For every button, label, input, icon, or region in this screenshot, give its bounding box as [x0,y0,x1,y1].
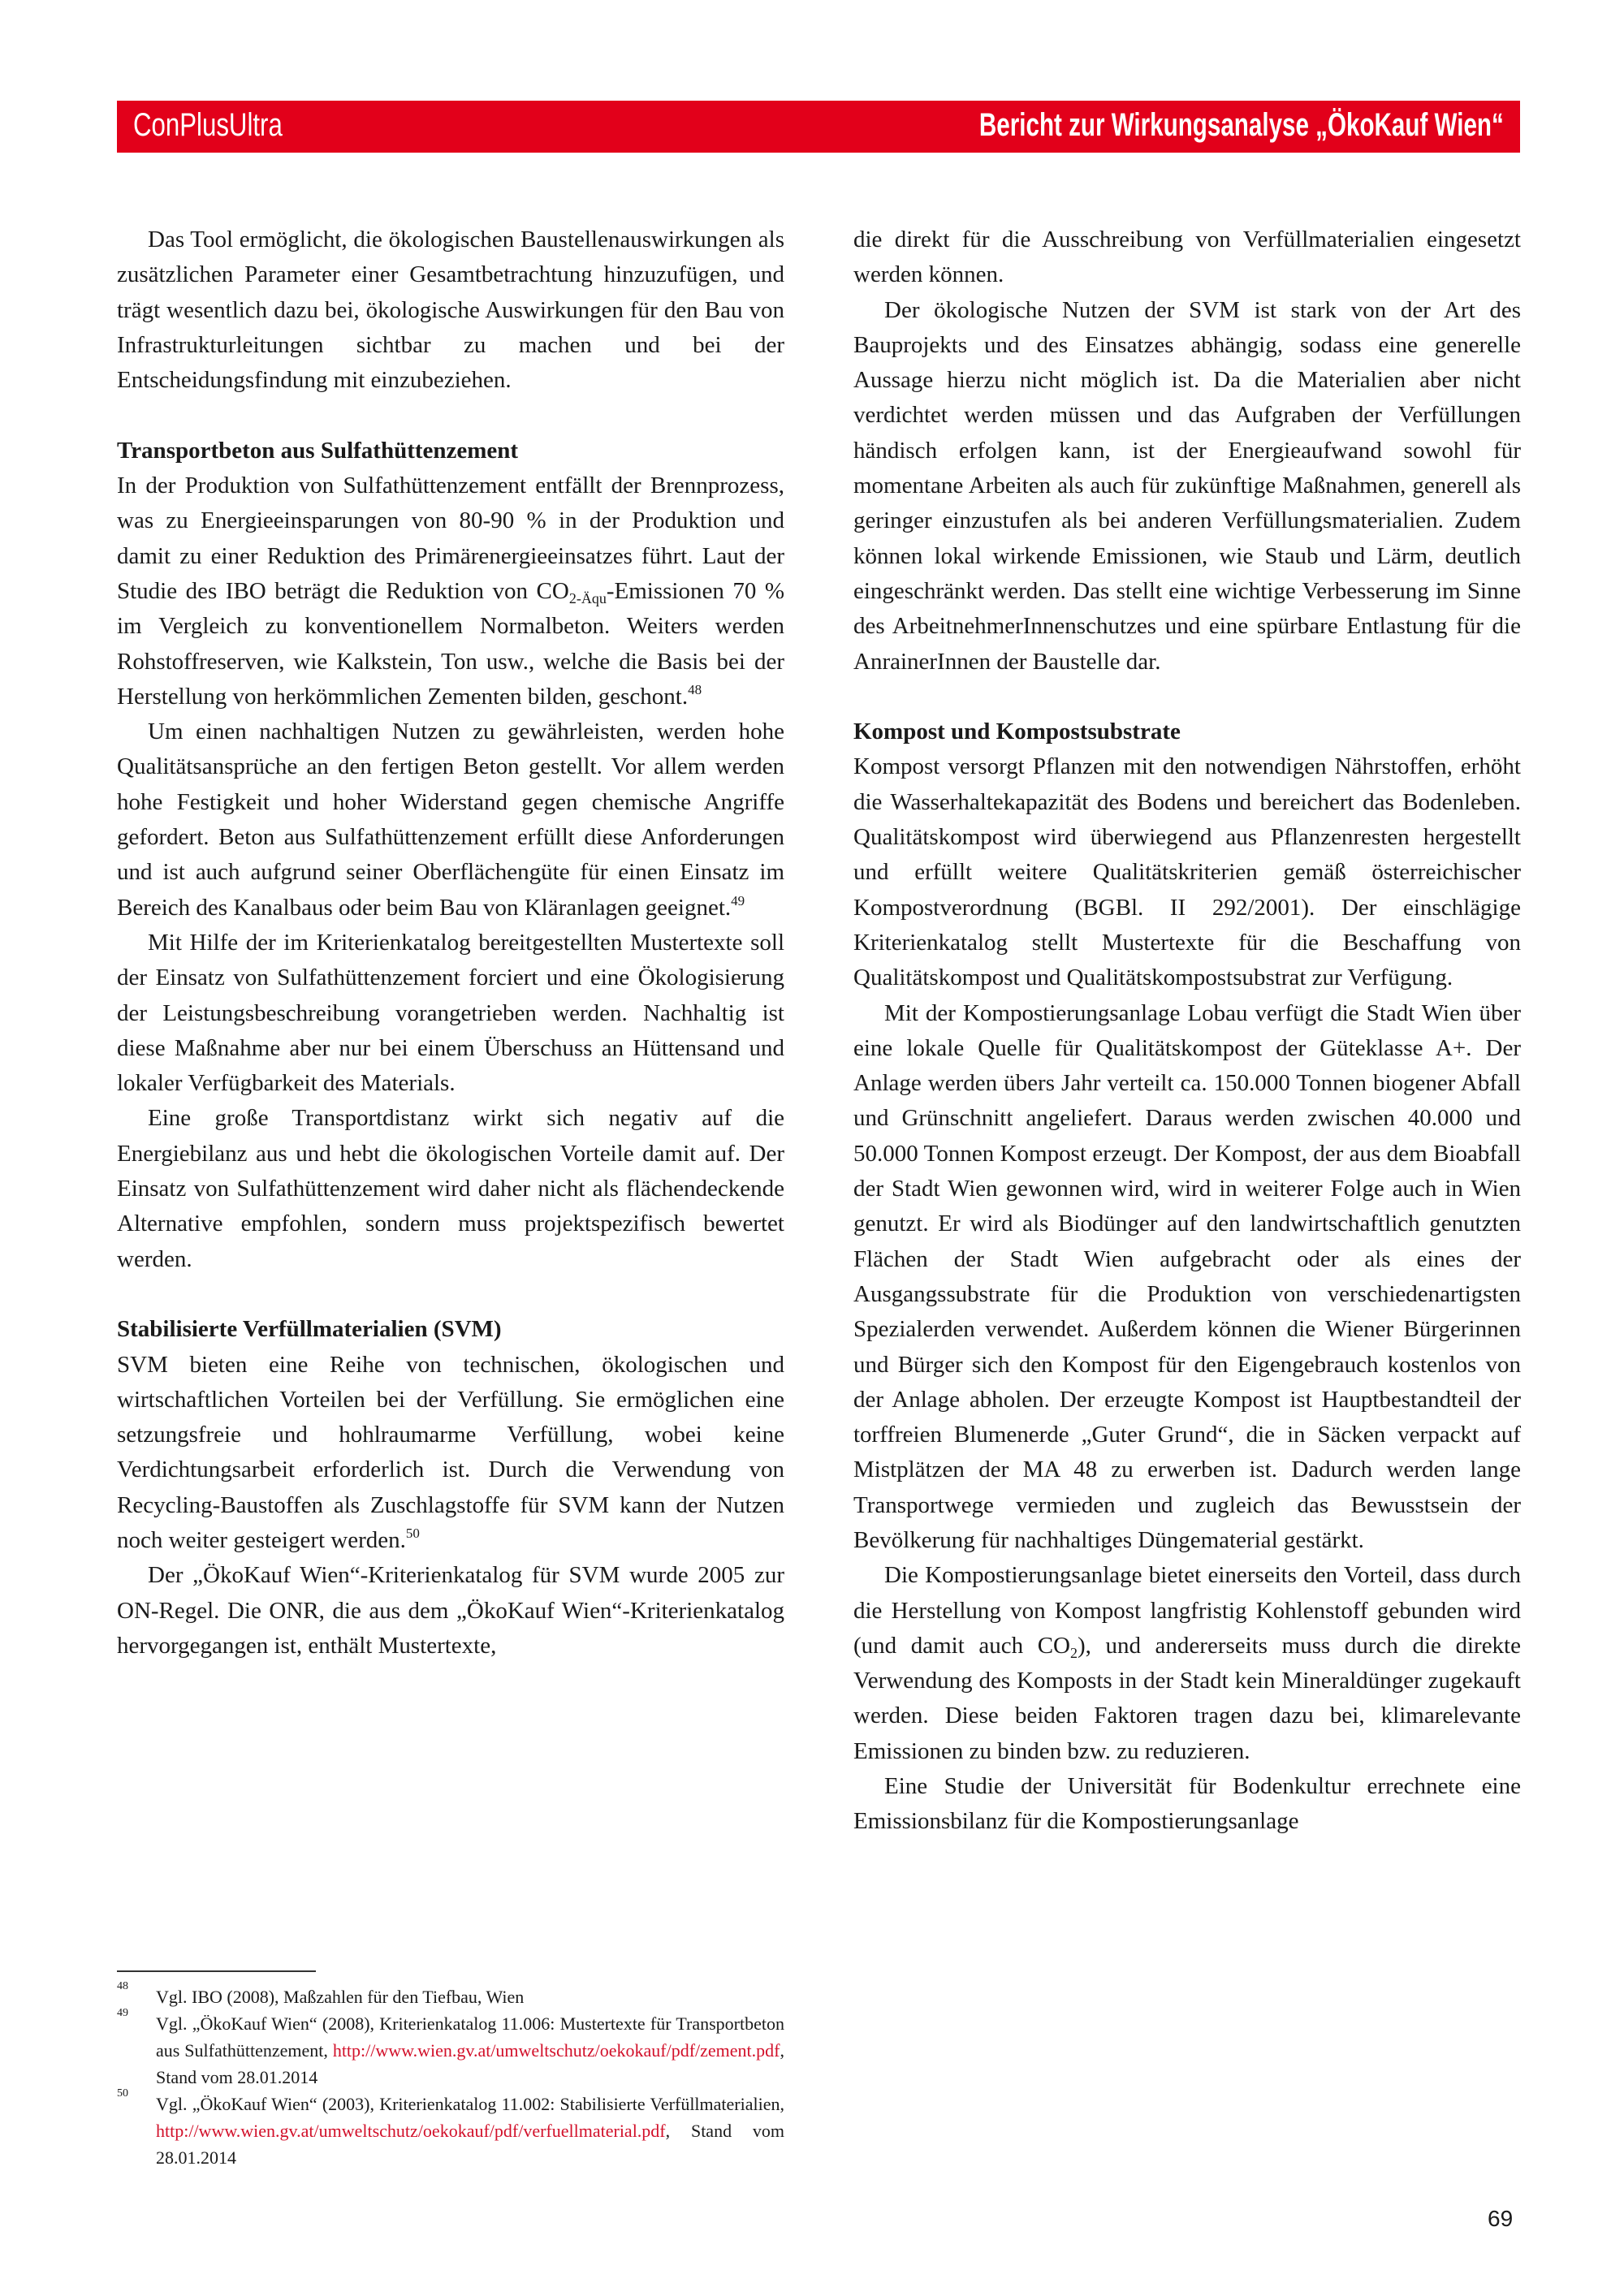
paragraph [853,1769,1521,1840]
right-text-column [853,222,1521,1840]
brand-name: ConPlusUltra [133,107,283,143]
paragraph [853,222,1521,293]
report-title: Bericht zur Wirkungsanalyse „ÖkoKauf Wien“ [979,107,1504,143]
text-run: Stabilisierte Verfüllmaterialien (SVM) [117,1316,502,1343]
text-run: Transportbeton aus Sulfathüttenzement [117,437,519,464]
text-run: Vgl. IBO (2008), Maßzahlen für den Tiefbau, Wien [156,1987,525,2007]
footnotes [117,1980,784,2171]
page-number: 69 [1488,2206,1514,2231]
footnote-block [117,1946,784,2171]
left-column-wrapper [117,222,784,2171]
paragraph [853,996,1521,1559]
footnote-number: 50 [117,2087,128,2100]
footnote-ref: 48 [688,681,702,697]
subscript: 2-Äqu [568,589,607,606]
subscript: 2 [1069,1644,1078,1661]
text-run: Um einen nachhaltigen Nutzen zu gewährleisten, werden hohe Qualitätsansprüche an den fertigen Beton gestellt. Vor allem werden hohe Festigkeit und hoher Widerstand gegen chemische Angriffe gefordert. Beton aus Sulfathüttenzement erfüllt diese Anforderungen und ist auch aufgrund seiner Oberflächengüte für einen Einsatz im Bereich des Kanalbaus oder beim Bau von Kläranlagen geeignet. [117,719,784,921]
footnote [117,2087,784,2171]
paragraph [853,293,1521,680]
text-run: ), und andererseits muss durch die direkte Verwendung des Komposts in der Stadt kein Mineraldünger zugekauft werden. Diese beiden Faktoren tragen dazu bei, klimarelevante Emissionen zu binden bzw. zu reduzieren. [853,1632,1521,1764]
paragraph [117,926,784,1101]
paragraph [117,1101,784,1276]
paragraph [117,468,784,714]
footnote-link[interactable]: http://www.wien.gv.at/umweltschutz/oekokauf/pdf/zement.pdf [332,2040,780,2061]
text-run: , Stand vom 28.01.2014 [156,2040,784,2087]
footnote-number: 48 [117,1980,128,1992]
text-run: Vgl. „ÖkoKauf Wien“ (2008), Kriterienkatalog 11.006: Mustertexte für Transportbeton aus Sulfathüttenzement, [156,2013,784,2061]
paragraph [117,1348,784,1559]
section-heading [853,714,1521,749]
footnote [117,2007,784,2091]
footnote-number: 49 [117,2007,128,2019]
text-run: Eine große Transportdistanz wirkt sich negativ auf die Energiebilanz aus und hebt die ökologischen Vorteile damit auf. Der Einsatz von Sulfathüttenzement wird daher nicht als flächendeckende Alternative empfohlen, sondern muss projektspezifisch bewertet werden. [117,1105,784,1272]
text-run: Die Kompostierungsanlage bietet einerseits den Vorteil, dass durch die Herstellung von Kompost langfristig Kohlenstoff gebunden wird (und damit auch CO [853,1562,1521,1659]
paragraph [853,1558,1521,1769]
footnote-ref: 49 [731,892,745,908]
section-heading [117,434,784,468]
footnote-ref: 50 [405,1525,420,1541]
text-run: Kompost versorgt Pflanzen mit den notwendigen Nährstoffen, erhöht die Wasserhaltekapazität des Bodens und bereichert das Bodenleben. Qualitätskompost wird überwiegend aus Pflanzenresten hergestellt und erfüllt weitere Qualitätskriterien gemäß österreichischer Kompostverordnung (BGBl. II 292/2001). Der einschlägige Kriterienkatalog stellt Mustertexte für die Beschaffung von Qualitätskompost und Qualitätskompostsubstrat zur Verfügung. [853,753,1521,991]
left-text-column [117,222,784,1664]
text-run: SVM bieten eine Reihe von technischen, ökologischen und wirtschaftlichen Vorteilen bei der Verfüllung. Sie ermöglichen eine setzungsfreie und hohlraumarme Verfüllung, wobei keine Verdichtungsarbeit erforderlich ist. Durch die Verwendung von Recycling-Baustoffen als Zuschlagstoffe für SVM kann der Nutzen noch weiter gesteigert werden. [117,1351,784,1553]
text-run: In der Produktion von Sulfathüttenzement entfällt der Brennprozess, was zu Energieeinsparungen von 80-90 % in der Produktion und damit zu einer Reduktion des Primärenergieeinsatzes führt. Laut der Studie des IBO beträgt die Reduktion von CO [117,473,784,604]
section-heading [117,1312,784,1347]
paragraph [853,749,1521,995]
text-run: Mit Hilfe der im Kriterienkatalog bereitgestellten Mustertexte soll der Einsatz von Sulfathüttenzement forciert und eine Ökologisierung der Leistungsbeschreibung vorangetrieben werden. Nachhaltig ist diese Maßnahme aber nur bei einem Überschuss an Hüttensand und lokaler Verfügbarkeit des Materials. [117,929,784,1097]
paragraph [117,1558,784,1664]
page-header-bar [117,101,1520,153]
footnote-link[interactable]: http://www.wien.gv.at/umweltschutz/oekokauf/pdf/verfuellmaterial.pdf [156,2121,666,2141]
text-run: Vgl. „ÖkoKauf Wien“ (2003), Kriterienkatalog 11.002: Stabilisierte Verfüllmaterialien, [156,2094,784,2114]
text-run: -Emissionen 70 % im Vergleich zu konventionellem Normalbeton. Weiters werden Rohstoffreserven, wie Kalkstein, Ton usw., welche die Basis bei der Herstellung von herkömmlichen Zementen bilden, geschont. [117,577,784,710]
footnote [117,1980,784,2010]
text-run: , Stand vom 28.01.2014 [156,2121,784,2168]
text-run: Der ökologische Nutzen der SVM ist stark von der Art des Bauprojekts und des Einsatzes abhängig, sodass eine generelle Aussage hierzu nicht möglich ist. Da die Materialien aber nicht verdichtet werden müssen und das Aufgraben der Verfüllungen händisch erfolgen kann, ist der Energieaufwand sowohl für momentane Arbeiten als auch für zukünftige Maßnahmen, generell als geringer einzustufen als bei anderen Verfüllungsmaterialien. Zudem können lokal wirkende Emissionen, wie Staub und Lärm, deutlich eingeschränkt werden. Das stellt eine wichtige Verbesserung im Sinne des ArbeitnehmerInnenschutzes und eine spürbare Entlastung für die AnrainerInnen der Baustelle dar. [853,296,1521,675]
text-run: Mit der Kompostierungsanlage Lobau verfügt die Stadt Wien über eine lokale Quelle für Qualitätskompost der Güteklasse A+. Der Anlage werden übers Jahr verteilt ca. 150.000 Tonnen biogener Abfall und Grünschnitt angeliefert. Daraus werden zwischen 40.000 und 50.000 Tonnen Kompost erzeugt. Der Kompost, der aus dem Bioabfall der Stadt Wien gewonnen wird, wird in weiterer Folge auch in Wien genutzt. Er wird als Biodünger auf den landwirtschaftlich genutzten Flächen der Stadt Wien aufgebracht oder als eines der Ausgangssubstrate für die Produktion von verschiedenartigsten Spezialerden verwendet. Außerdem können die Wiener Bürgerinnen und Bürger sich den Kompost für den Eigengebrauch kostenlos von der Anlage abholen. Der erzeugte Kompost ist Hauptbestandteil der torffreien Blumenerde „Guter Grund“, die in Säcken verpackt auf Mistplätzen der MA 48 zu erwerben ist. Dadurch werden lange Transportwege vermieden und zugleich das Bewusstsein der Bevölkerung für nachhaltiges Düngematerial gestärkt. [853,999,1521,1553]
text-run: Der „ÖkoKauf Wien“-Kriterienkatalog für SVM wurde 2005 zur ON-Regel. Die ONR, die aus dem „ÖkoKauf Wien“-Kriterienkatalog hervorgegangen ist, enthält Mustertexte, [117,1562,784,1659]
paragraph [117,714,784,926]
text-run: Eine Studie der Universität für Bodenkultur errechnete eine Emissionsbilanz für die Kompostierungsanlage [853,1773,1521,1835]
paragraph [117,222,784,398]
text-run: die direkt für die Ausschreibung von Verfüllmaterialien eingesetzt werden können. [853,227,1521,288]
footnote-divider [117,1970,316,1972]
text-run: Das Tool ermöglicht, die ökologischen Baustellenauswirkungen als zusätzlichen Parameter einer Gesamtbetrachtung hinzuzufügen, und trägt wesentlich dazu bei, ökologische Auswirkungen für den Bau von Infrastrukturleitungen sichtbar zu machen und bei der Entscheidungsfindung mit einzubeziehen. [117,227,784,394]
text-run: Kompost und Kompostsubstrate [853,719,1181,745]
